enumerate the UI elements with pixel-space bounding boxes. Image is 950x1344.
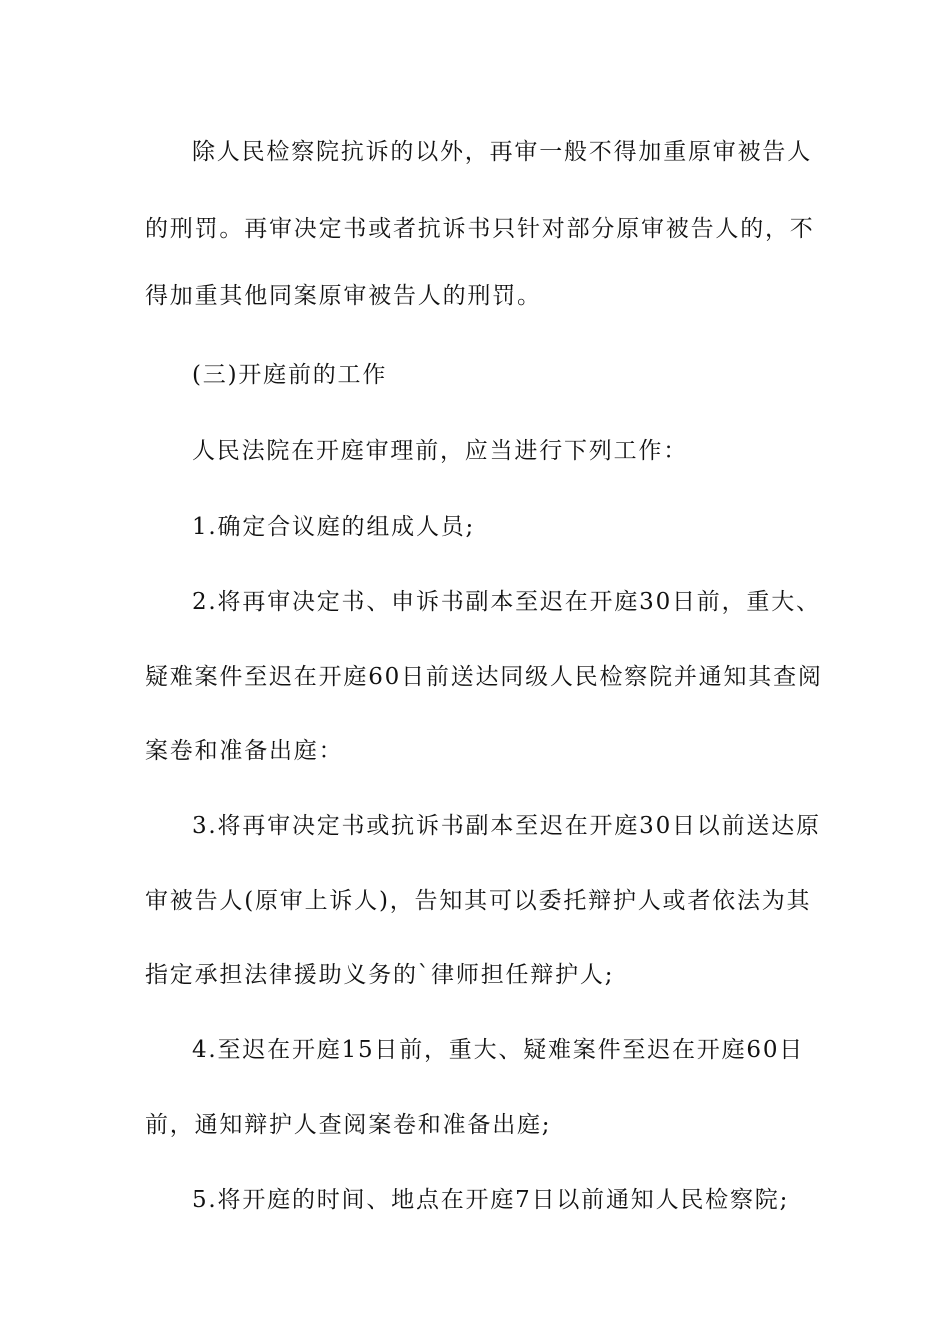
paragraph-line: 审被告人(原审上诉人)，告知其可以委托辩护人或者依法为其 — [145, 888, 812, 914]
section-heading: (三)开庭前的工作 — [192, 362, 388, 388]
paragraph-line: 的刑罚。再审决定书或者抗诉书只针对部分原审被告人的，不 — [145, 216, 815, 242]
paragraph-line: 除人民检察院抗诉的以外，再审一般不得加重原审被告人 — [192, 139, 812, 165]
paragraph-line: 案卷和准备出庭： — [145, 738, 344, 764]
list-item: 3.将再审决定书或抗诉书副本至迟在开庭30日以前送达原 — [192, 813, 821, 839]
paragraph-line: 指定承担法律援助义务的`律师担任辩护人; — [145, 962, 615, 988]
paragraph-line: 前，通知辩护人查阅案卷和准备出庭; — [145, 1112, 552, 1138]
list-item: 5.将开庭的时间、地点在开庭7日以前通知人民检察院; — [192, 1187, 790, 1213]
paragraph-line: 人民法院在开庭审理前，应当进行下列工作： — [192, 438, 688, 464]
list-item: 1.确定合议庭的组成人员; — [192, 514, 476, 540]
paragraph-line: 疑难案件至迟在开庭60日前送达同级人民检察院并通知其查阅 — [145, 664, 823, 690]
list-item: 4.至迟在开庭15日前，重大、疑难案件至迟在开庭60日 — [192, 1037, 805, 1063]
paragraph-line: 得加重其他同案原审被告人的刑罚。 — [145, 283, 542, 309]
list-item: 2.将再审决定书、申诉书副本至迟在开庭30日前，重大、 — [192, 589, 821, 615]
